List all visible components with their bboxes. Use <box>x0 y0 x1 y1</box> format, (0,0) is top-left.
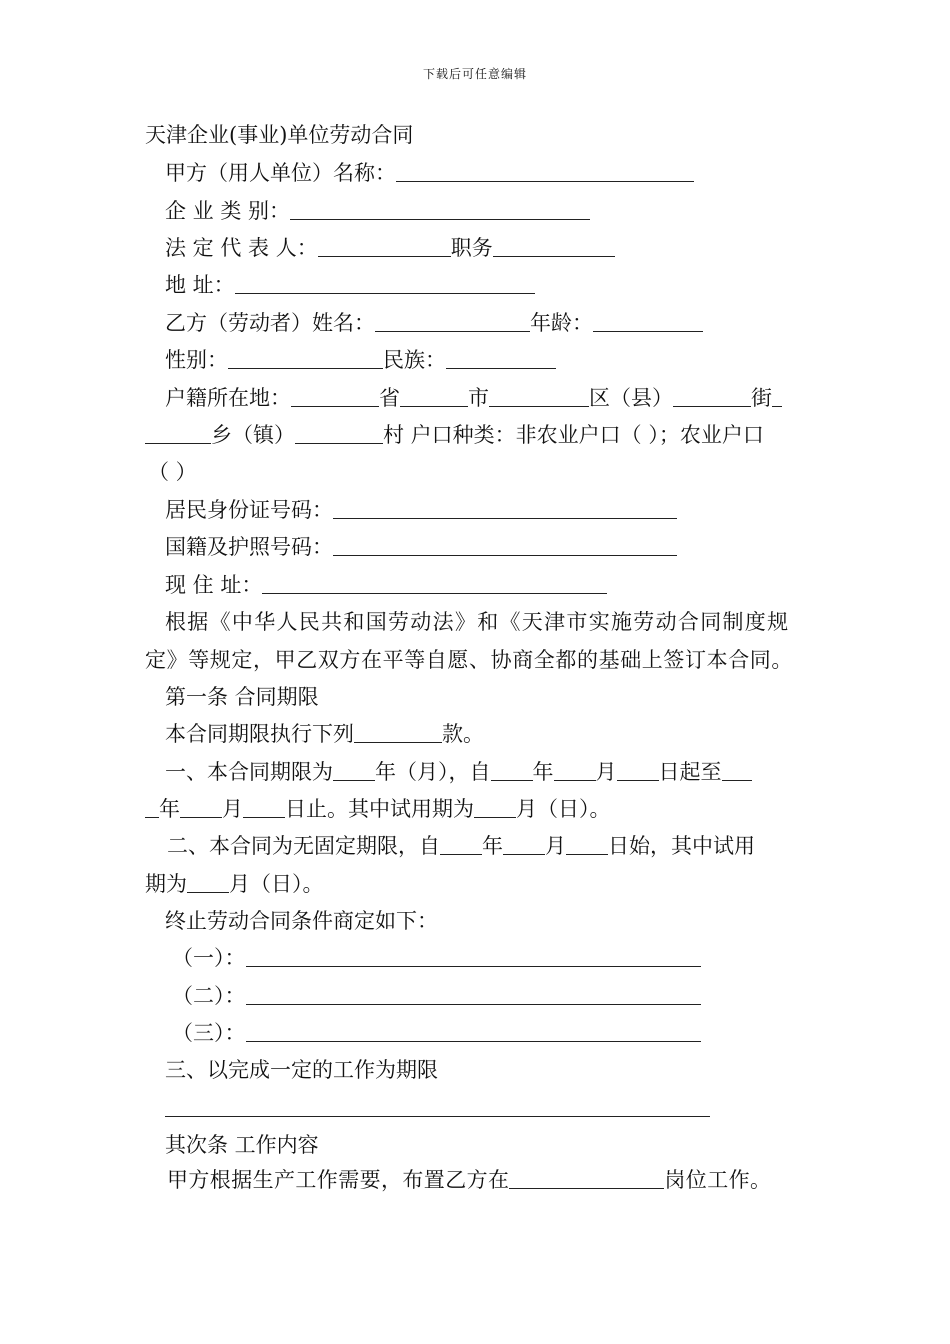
end-year-blank-part1 <box>722 760 752 781</box>
termination-item-2 <box>172 982 701 1010</box>
open-term-label: 二、本合同为无固定期限，自 <box>167 834 440 858</box>
clause-choice-blank <box>354 722 442 743</box>
party-b-age-label: 年龄： <box>530 311 593 335</box>
street-label: 街 <box>751 386 772 410</box>
intro-suffix: 款。 <box>442 722 484 746</box>
street-trailing-blank <box>772 386 782 407</box>
party-a-category-blank <box>290 199 590 220</box>
open-start-day-blank <box>566 834 608 855</box>
fixed-term-label: 一、本合同期限为 <box>165 760 333 784</box>
end-month-blank <box>180 797 222 818</box>
article-1-intro <box>165 720 484 748</box>
fixed-term-row-2 <box>145 795 611 823</box>
party-b-ethnicity-label: 民族： <box>383 348 446 372</box>
party-a-address-label: 地 址： <box>165 273 235 297</box>
id-number-blank <box>333 498 677 519</box>
document-title: 天津企业(事业)单位劳动合同 <box>145 123 414 147</box>
party-a-rep-label: 法 定 代 表 人： <box>165 236 318 260</box>
city-label: 市 <box>468 386 489 410</box>
current-address-label: 现 住 址： <box>165 573 263 597</box>
task-term-label: 三、以完成一定的工作为期限 <box>165 1058 438 1082</box>
passport-label: 国籍及护照号码： <box>165 535 333 559</box>
term-length-blank <box>333 760 375 781</box>
job-position-blank <box>509 1168 664 1189</box>
start-month-label: 月 <box>595 760 617 784</box>
preamble-line-1: 根据《中华人民共和国劳动法》和《天津市实施劳动合同制度规 <box>165 610 790 634</box>
preamble-line-2: 定》等规定，甲乙双方在平等自愿、协商全都的基础上签订本合同。 <box>145 648 793 672</box>
termination-item-3-blank <box>246 1021 701 1042</box>
party-b-name-label: 乙方（劳动者）姓名： <box>165 311 375 335</box>
probation-unit: 月（日）。 <box>516 797 611 821</box>
end-month-label: 月 <box>222 797 243 821</box>
passport-row <box>165 533 677 561</box>
intro-text: 本合同期限执行下列 <box>165 722 354 746</box>
article-1-title: 第一条 合同期限 <box>165 685 319 709</box>
termination-item-2-blank <box>246 984 701 1005</box>
end-year-label: 年 <box>159 797 180 821</box>
party-a-category-label: 企 业 类 别： <box>165 199 291 223</box>
termination-item-3 <box>172 1019 701 1047</box>
party-a-name-row <box>165 159 694 187</box>
current-address-row <box>165 571 607 599</box>
party-a-address-row <box>165 271 535 299</box>
open-start-month-blank <box>503 834 545 855</box>
party-b-town-row <box>145 421 764 449</box>
household-label: 户籍所在地： <box>165 386 291 410</box>
party-b-gender-row <box>165 346 556 374</box>
province-blank <box>291 386 379 407</box>
passport-blank <box>333 535 677 556</box>
town-label: 乡（镇） <box>211 423 295 447</box>
party-b-gender-label: 性别： <box>165 348 228 372</box>
fixed-term-unit: 年（月），自 <box>375 760 491 784</box>
province-label: 省 <box>379 386 400 410</box>
task-term-row <box>165 1094 710 1122</box>
party-a-name-label: 甲方（用人单位）名称： <box>165 161 396 185</box>
district-blank <box>489 386 589 407</box>
party-a-position-blank <box>493 236 615 257</box>
open-year-label: 年 <box>482 834 503 858</box>
district-label: 区（县） <box>589 386 673 410</box>
open-probation-label: 期为 <box>145 872 187 896</box>
end-day-blank <box>243 797 285 818</box>
start-day-blank <box>617 760 659 781</box>
termination-item-1-blank <box>246 946 701 967</box>
party-b-name-row <box>165 309 703 337</box>
village-blank <box>295 423 383 444</box>
article-2-text-b: 岗位工作。 <box>664 1168 772 1192</box>
article-2-title: 其次条 工作内容 <box>165 1133 319 1157</box>
probation-blank <box>474 797 516 818</box>
termination-item-1 <box>172 944 701 972</box>
termination-item-2-label: （二）： <box>172 984 246 1008</box>
termination-item-3-label: （三）： <box>172 1021 246 1045</box>
open-start-year-blank <box>440 834 482 855</box>
page-header-note: 下载后可任意编辑 <box>422 67 527 81</box>
open-month-label: 月 <box>545 834 566 858</box>
town-blank <box>145 423 211 444</box>
start-year-label: 年 <box>532 760 554 784</box>
fixed-term-row-1 <box>165 758 752 786</box>
article-2-text-a: 甲方根据生产工作需要，布置乙方在 <box>167 1168 510 1192</box>
party-b-age-blank <box>593 311 703 332</box>
party-b-name-blank <box>375 311 530 332</box>
hukou-type-label: 村 户口种类：非农业户口（ ）；农业户口 <box>383 423 764 447</box>
open-probation-unit: 月（日）。 <box>229 872 324 896</box>
article-2-text <box>167 1166 771 1194</box>
open-term-row-1 <box>167 832 755 860</box>
party-b-ethnicity-blank <box>446 348 556 369</box>
city-blank <box>400 386 468 407</box>
party-a-address-blank <box>235 273 535 294</box>
party-a-rep-blank <box>318 236 451 257</box>
id-number-row <box>165 496 677 524</box>
task-term-blank <box>165 1096 710 1117</box>
party-b-household-row <box>165 384 782 412</box>
start-month-blank <box>554 760 596 781</box>
id-number-label: 居民身份证号码： <box>165 498 333 522</box>
end-year-blank-part2 <box>145 797 159 818</box>
street-blank <box>673 386 751 407</box>
probation-label: 日止。其中试用期为 <box>285 797 474 821</box>
party-a-rep-row <box>165 234 615 262</box>
party-a-category-row <box>165 197 590 225</box>
party-a-position-label: 职务 <box>450 236 493 260</box>
party-a-name-blank <box>396 161 694 182</box>
open-probation-blank <box>187 872 229 893</box>
open-day-label: 日始，其中试用 <box>608 834 755 858</box>
party-b-gender-blank <box>228 348 383 369</box>
agri-hukou-paren: （ ） <box>148 460 197 484</box>
current-address-blank <box>262 573 607 594</box>
start-day-label: 日起至 <box>658 760 722 784</box>
termination-item-1-label: （一）： <box>172 946 246 970</box>
start-year-blank <box>491 760 533 781</box>
termination-conditions-label: 终止劳动合同条件商定如下： <box>165 909 438 933</box>
open-term-row-2 <box>145 870 324 898</box>
